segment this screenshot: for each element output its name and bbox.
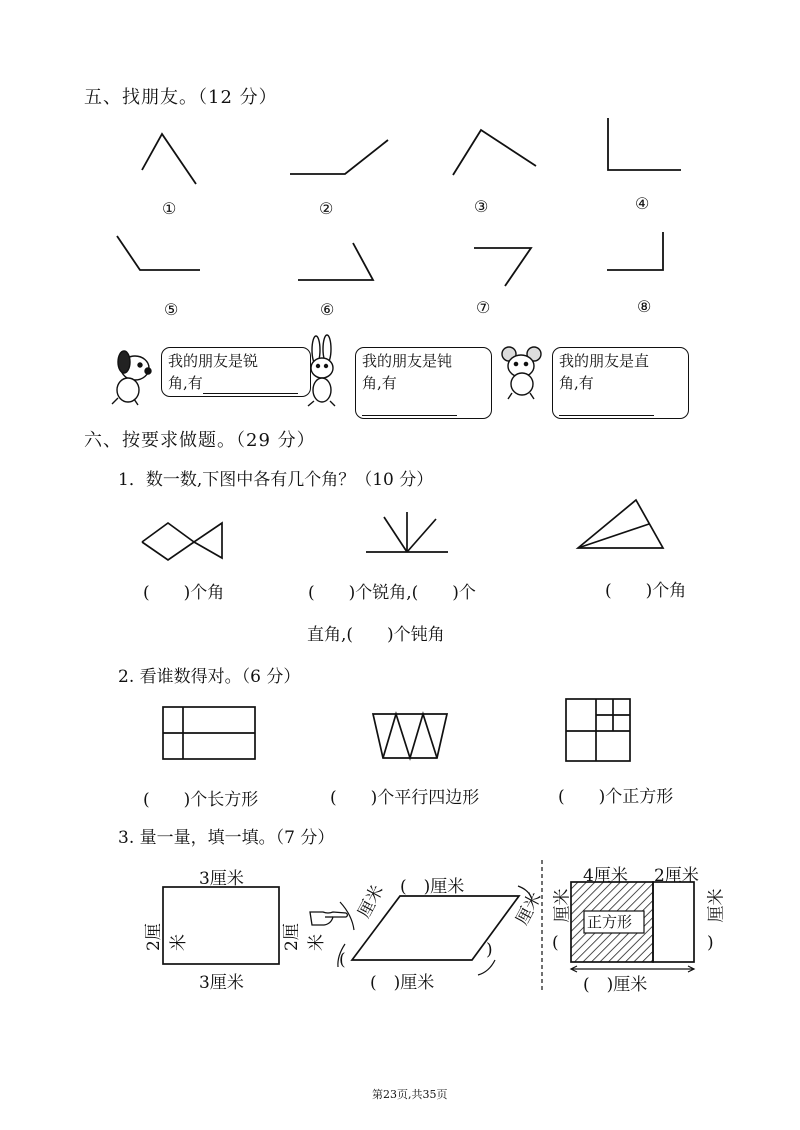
angle-label-3: ③ [474, 197, 489, 216]
para-left-label: 厘米 [354, 881, 389, 922]
q2-title: 2. 看谁数得对。（6 分） [118, 667, 301, 687]
box-right-label: 厘米 [706, 888, 727, 923]
box-inner-label: 正方形 [587, 913, 633, 931]
q2-answer-2: ( )个平行四边形 [330, 788, 480, 808]
bubble-text-1: 我的朋友是钝 [362, 352, 453, 370]
q1-answer-1: ( )个角 [143, 583, 225, 603]
q1-answer-2a: ( )个锐角,( )个 [308, 583, 476, 603]
para-left-paren: ( [339, 950, 346, 970]
box-right-paren: ) [707, 933, 714, 953]
box-left-label: 厘米 [552, 888, 573, 923]
q2-answer-3: ( )个正方形 [558, 787, 674, 807]
q1-title: 1．数一数,下图中各有几个角？（10 分） [118, 470, 434, 490]
angle-label-2: ② [319, 199, 334, 218]
box-left-paren: ( [552, 933, 559, 953]
bubble-text-2: 角,有 [168, 374, 203, 392]
section6-title: 六、按要求做题。（29 分） [84, 430, 316, 451]
rect-left-label: 2厘米 [144, 923, 189, 951]
bubble-text-1: 我的朋友是直 [559, 352, 650, 370]
box-top-left-label: 4厘米 [583, 866, 628, 886]
rect-bottom-label: 3厘米 [199, 973, 244, 993]
q3-title: 3. 量一量，填一填。（7 分） [118, 828, 335, 848]
angle-label-5: ⑤ [164, 300, 179, 319]
bubble-text-2: 角,有 [559, 374, 594, 392]
rect-right-label: 2厘米 [282, 923, 327, 951]
para-bottom-label: ( )厘米 [370, 973, 435, 993]
angle-label-6: ⑥ [320, 300, 335, 319]
angle-label-7: ⑦ [476, 298, 491, 317]
q2-answer-1: ( )个长方形 [143, 790, 259, 810]
q1-answer-2b: 直角,( )个钝角 [307, 625, 445, 645]
angle-label-4: ④ [635, 194, 650, 213]
bubble-text-2: 角,有 [362, 374, 397, 392]
para-right-label: 厘米 [512, 888, 547, 929]
para-right-paren: ) [486, 940, 493, 960]
angle-label-1: ① [162, 199, 177, 218]
section5-title: 五、找朋友。（12 分） [84, 87, 278, 108]
angle-label-8: ⑧ [637, 297, 652, 316]
rect-top-label: 3厘米 [199, 869, 244, 889]
q1-answer-3: ( )个角 [605, 581, 687, 601]
bubble-text-1: 我的朋友是锐 [168, 352, 259, 370]
para-top-label: ( )厘米 [400, 877, 465, 897]
box-top-right-label: 2厘米 [654, 866, 699, 886]
right-strip [653, 882, 694, 962]
box-bottom-label: ( )厘米 [583, 975, 648, 995]
page-footer: 第23页,共35页 [372, 1088, 448, 1101]
